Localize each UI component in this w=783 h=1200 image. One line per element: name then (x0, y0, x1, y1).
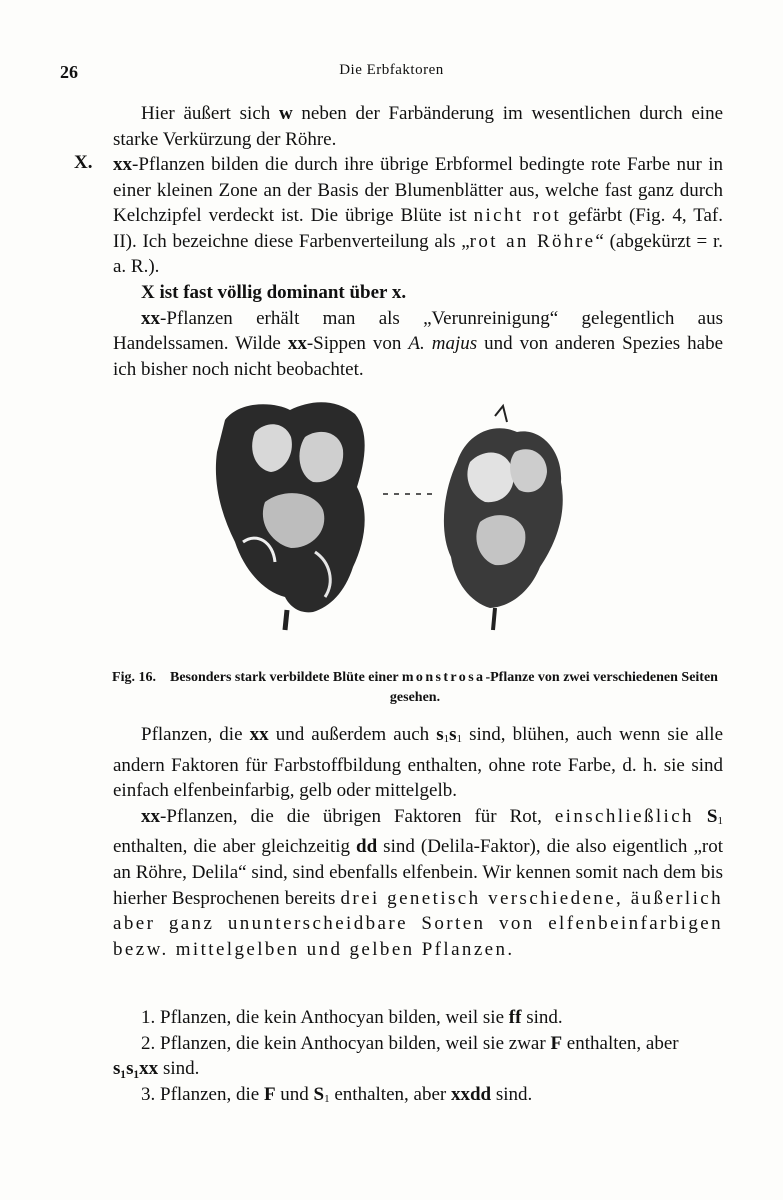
running-head: Die Erbfaktoren (339, 62, 444, 78)
paragraph-sources: xx-Pflanzen erhält man als „Verunreinigung“ gelegentlich aus Handelssamen. Wilde xx-Sippen von A. majus und von anderen Spezies habe ich bisher noch nicht beobachtet. (113, 307, 724, 380)
list-item: 1. Pflanzen, die kein Anthocyan bilden, weil sie ff sind. (141, 1007, 563, 1028)
paragraph-ivory-1: Pflanzen, die xx und außerdem auch $s_1s_1$ sind, blühen, auch wenn sie alle andern Faktoren für Farbstoffbildung enthalten, ohne rote Farbe, d. h. sie sind einfach elfenbeinfarbig, gelb oder mittelgelb. xx-Pflanzen, die die übrigen Faktoren für Rot, einschließlich $S_1$ enthalten, die aber gleichzeitig dd sind (Delila-Faktor), die also eigentlich „rot an Röhre, Delila“ sind, sind ebenfalls elfenbein. Wir kennen somit nach dem bis hierher Besprochenen bereits drei genetisch verschiedene, äußerlich aber ganz ununterscheidbare Sorten von elfenbeinfarbigen bezw. mittelgelben und gelben Pflanzen. (113, 722, 723, 962)
page-number: 26 (60, 62, 78, 82)
paragraph-dominance: X ist fast völlig dominant über x. (141, 281, 407, 303)
figure-flower-illustration (195, 392, 595, 654)
paragraph-section-x: xx-Pflanzen bilden die durch ihre übrige Erbformel bedingte rote Farbe nur in einer kleinen Zone an der Basis der Blumenblätter aus, welche fast ganz durch Kelchzipfel verdeckt ist. Die übrige Blüte ist nicht rot gefärbt (Fig. 4, Taf. II). Ich bezeichne diese Farbenverteilung als „rot an Röhre“ (abgekürzt = r. a. R.). X ist fast völlig dominant über x. xx-Pflanzen erhält man als „Verunreinigung“ gelegentlich aus Handelssamen. Wilde xx-Sippen von A. majus und von anderen Spezies habe ich bisher noch nicht beobachtet. (113, 152, 723, 382)
flower-right-drawing (444, 406, 563, 630)
numbered-list (113, 1005, 723, 1112)
list-item: 3. Pflanzen, die F und $S_1$ enthalten, aber xxdd sind. (141, 1083, 533, 1105)
list-item: 2. Pflanzen, die kein Anthocyan bilden, weil sie zwar F enthalten, aber s₁s₁xx sind. (113, 1032, 679, 1080)
paragraph-ivory-2: xx-Pflanzen, die die übrigen Faktoren für Rot, einschließlich $S_1$ enthalten, die aber gleichzeitig dd sind (Delila-Faktor), die also eigentlich „rot an Röhre, Delila“ sind, sind ebenfalls elfenbein. Wir kennen somit nach dem bis hierher Besprochenen bereits drei genetisch verschiedene, äußerlich aber ganz ununterscheidbare Sorten von elfenbeinfarbigen bezw. mittelgelben und gelben Pflanzen. (113, 805, 724, 960)
section-marker-x: X. (74, 152, 93, 173)
paragraph-intro: Hier äußert sich w neben der Farbänderung im wesentlichen durch eine starke Verkürzung der Röhre. (113, 103, 724, 150)
flower-left-drawing (216, 402, 365, 630)
figure-caption: Fig. 16. Besonders stark verbildete Blüte einer monstrosa-Pflanze von zwei verschiedenen Seiten gesehen. (112, 670, 718, 705)
